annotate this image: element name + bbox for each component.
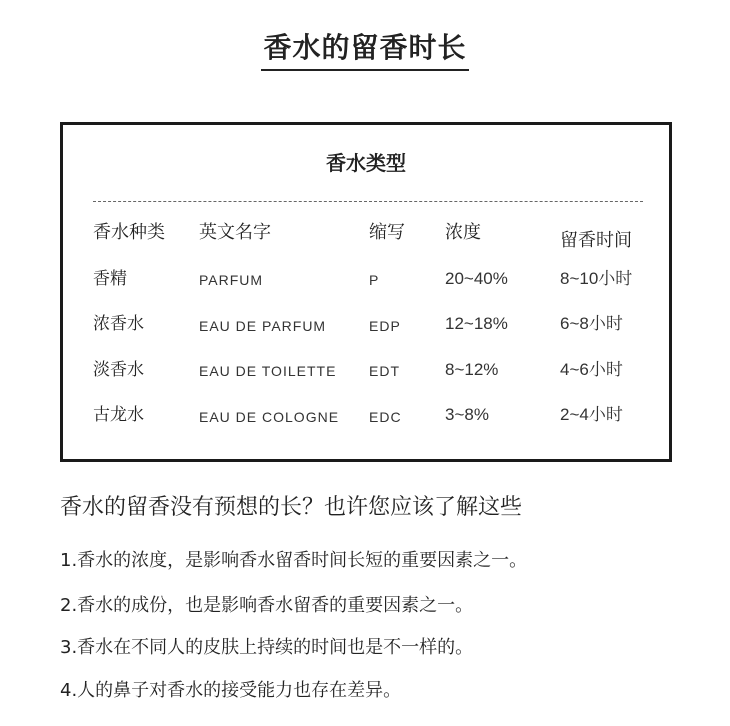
row-type: 淡香水 <box>93 360 144 380</box>
row-abbreviation: EDP <box>369 318 401 334</box>
page-title-text: 香水的留香时长 <box>261 28 468 71</box>
row-duration: 8~10小时 <box>560 269 633 288</box>
header-duration: 留香时间 <box>560 230 632 251</box>
header-abbreviation: 缩写 <box>369 222 405 243</box>
tip-item: 4.人的鼻子对香水的接受能力也存在差异。 <box>60 680 402 701</box>
perfume-types-card <box>60 122 672 462</box>
row-type: 香精 <box>93 269 127 289</box>
row-english-name: PARFUM <box>199 272 264 288</box>
row-abbreviation: EDC <box>369 409 402 425</box>
row-duration: 4~6小时 <box>560 360 623 379</box>
row-duration: 6~8小时 <box>560 314 623 333</box>
row-type: 浓香水 <box>93 314 144 334</box>
row-english-name: EAU DE TOILETTE <box>199 363 337 379</box>
row-english-name: EAU DE COLOGNE <box>199 409 340 425</box>
header-type: 香水种类 <box>93 222 165 243</box>
dashed-divider <box>93 201 643 202</box>
row-concentration: 3~8% <box>445 405 489 424</box>
tip-item: 2.香水的成份，也是影响香水留香的重要因素之一。 <box>60 595 474 616</box>
header-english-name: 英文名字 <box>199 222 271 243</box>
tips-subtitle: 香水的留香没有预想的长？也许您应该了解这些 <box>60 495 523 520</box>
row-abbreviation: EDT <box>369 363 400 379</box>
row-duration: 2~4小时 <box>560 405 623 424</box>
table-title: 香水类型 <box>326 151 406 175</box>
row-english-name: EAU DE PARFUM <box>199 318 327 334</box>
row-concentration: 8~12% <box>445 360 499 379</box>
header-concentration: 浓度 <box>445 222 481 243</box>
tip-item: 3.香水在不同人的皮肤上持续的时间也是不一样的。 <box>60 637 474 658</box>
row-abbreviation: P <box>369 272 380 288</box>
tip-item: 1.香水的浓度，是影响香水留香时间长短的重要因素之一。 <box>60 550 528 571</box>
page-title <box>0 28 730 71</box>
row-concentration: 20~40% <box>445 269 508 288</box>
row-concentration: 12~18% <box>445 314 508 333</box>
row-type: 古龙水 <box>93 405 144 425</box>
